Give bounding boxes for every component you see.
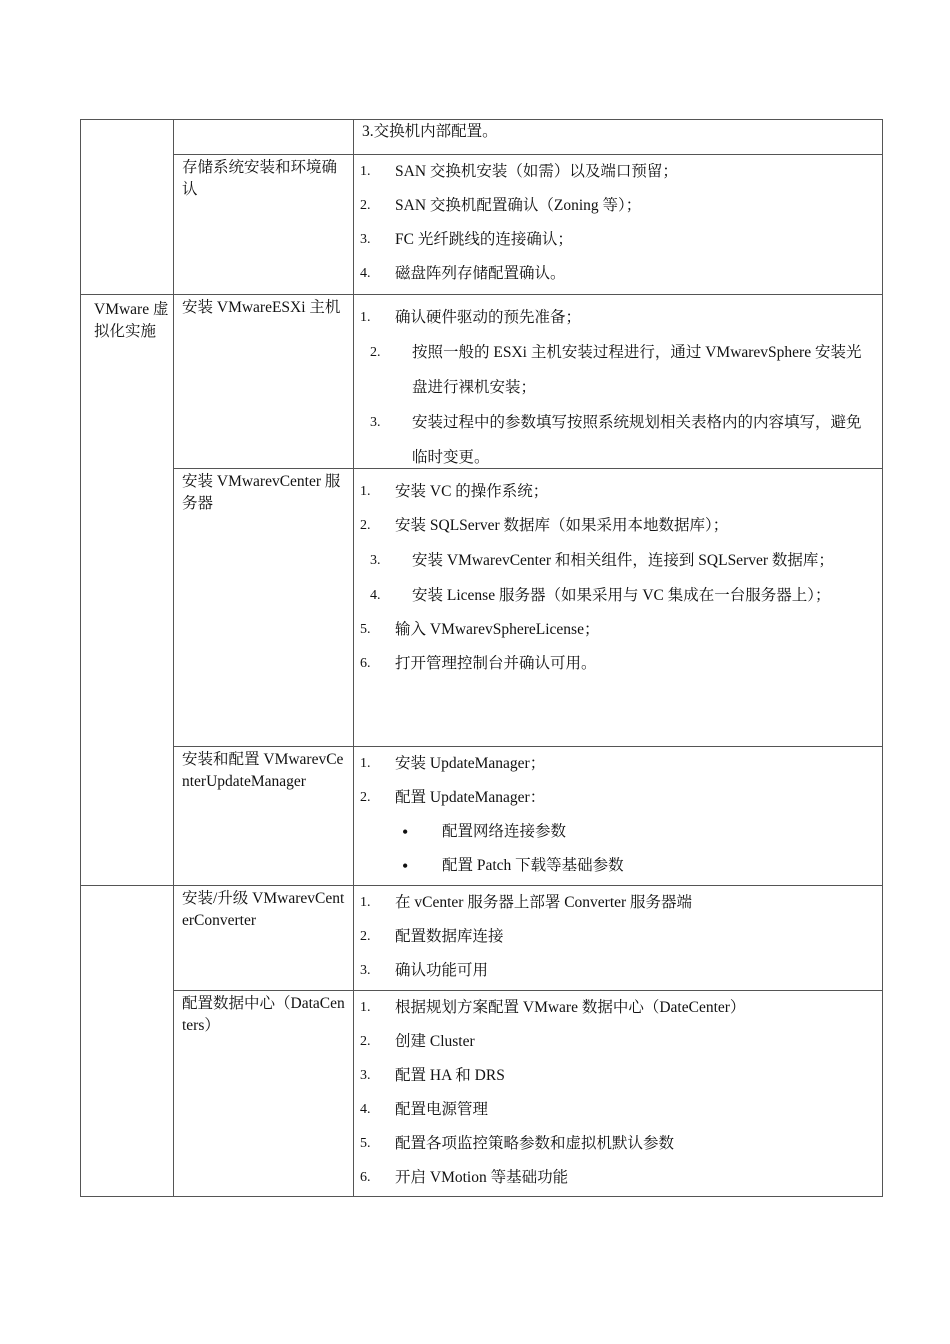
list-item: 5. 输入 VMwarevSphereLicense；: [360, 621, 600, 638]
phase-cell: [81, 120, 174, 295]
task-label: 存储系统安装和环境确认: [182, 159, 338, 198]
task-label: 安装和配置 VMwarevCenterUpdateManager: [182, 751, 344, 790]
task-label: 安装 VMwarevCenter 服务器: [182, 473, 341, 512]
table-row: [81, 155, 883, 295]
list-item: 3. 确认功能可用: [360, 962, 489, 979]
list-item: 1. 根据规划方案配置 VMware 数据中心（DateCenter）: [360, 999, 746, 1016]
step-list: [360, 301, 870, 468]
list-item: 4. 配置电源管理: [360, 1101, 489, 1118]
implementation-table: [80, 119, 883, 1197]
list-item: 2. 安装 SQLServer 数据库（如果采用本地数据库）；: [360, 517, 729, 534]
sub-bullet-list: [360, 815, 870, 883]
table-row: [81, 991, 883, 1197]
phase-cell: [81, 295, 174, 886]
step-list: [360, 886, 870, 988]
list-item: 4. 磁盘阵列存储配置确认。: [360, 265, 566, 282]
list-item: 3. 配置 HA 和 DRS: [360, 1067, 505, 1084]
phase-label: VMware 虚拟化实施: [94, 301, 169, 340]
steps-cell: [354, 991, 883, 1197]
task-cell: [174, 469, 354, 747]
list-item: 2. 按照一般的 ESXi 主机安装过程进行，通过 VMwarevSphere 安装光盘进行裸机安装；: [370, 344, 862, 396]
task-cell: [174, 155, 354, 295]
step-list: [360, 747, 870, 815]
table-row: [81, 120, 883, 155]
task-label: 安装 VMwareESXi 主机: [182, 299, 341, 316]
list-item: 6. 开启 VMotion 等基础功能: [360, 1169, 569, 1186]
list-item: 4. 安装 License 服务器（如果采用与 VC 集成在一台服务器上）；: [370, 587, 831, 604]
list-item: 5. 配置各项监控策略参数和虚拟机默认参数: [360, 1135, 675, 1152]
steps-cell: [354, 295, 883, 469]
list-item: • 配置网络连接参数: [360, 815, 870, 849]
steps-cell: [354, 155, 883, 295]
bullet-icon: •: [402, 822, 409, 842]
steps-cell: [354, 747, 883, 886]
table-row: [81, 747, 883, 886]
steps-cell: [354, 469, 883, 747]
task-cell: [174, 295, 354, 469]
list-item: • 配置 Patch 下载等基础参数: [360, 849, 870, 883]
task-cell: [174, 886, 354, 991]
step-text: 3.交换机内部配置。: [362, 123, 498, 140]
task-cell: [174, 747, 354, 886]
list-item: 2. SAN 交换机配置确认（Zoning 等）；: [360, 197, 642, 214]
list-item: 1. 安装 UpdateManager；: [360, 755, 546, 772]
task-label: 安装/升级 VMwarevCenterConverter: [182, 890, 345, 929]
list-item: 3. 安装 VMwarevCenter 和相关组件，连接到 SQLServer 数据库；: [370, 552, 834, 569]
list-item: 3. FC 光纤跳线的连接确认；: [360, 231, 573, 248]
list-item: 1. 在 vCenter 服务器上部署 Converter 服务器端: [360, 894, 693, 911]
task-cell: [174, 120, 354, 155]
task-label: 配置数据中心（DataCenters）: [182, 995, 345, 1034]
list-item: 1. 安装 VC 的操作系统；: [360, 483, 549, 500]
bullet-icon: •: [402, 856, 409, 876]
table-row: [81, 295, 883, 469]
list-item: 1. 确认硬件驱动的预先准备；: [360, 309, 582, 326]
list-item: 2. 配置数据库连接: [360, 928, 504, 945]
list-item: 3. 安装过程中的参数填写按照系统规划相关表格内的内容填写，避免临时变更。: [370, 414, 862, 466]
steps-cell: [354, 120, 883, 155]
table-row: [81, 886, 883, 991]
step-list: [360, 155, 870, 291]
phase-cell: [81, 886, 174, 1197]
step-list: [360, 991, 870, 1195]
list-item: 2. 创建 Cluster: [360, 1033, 475, 1050]
steps-cell: [354, 886, 883, 991]
list-item: 2. 配置 UpdateManager：: [360, 789, 546, 806]
step-list: [360, 475, 870, 681]
table-row: [81, 469, 883, 747]
task-cell: [174, 991, 354, 1197]
list-item: 6. 打开管理控制台并确认可用。: [360, 655, 597, 672]
list-item: 1. SAN 交换机安装（如需）以及端口预留；: [360, 163, 678, 180]
